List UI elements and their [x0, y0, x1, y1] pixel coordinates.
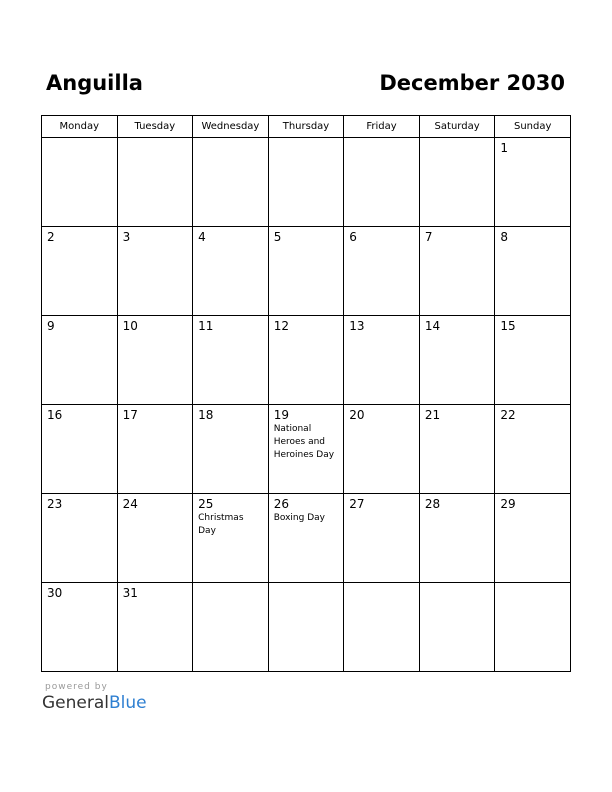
day-cell: [42, 494, 118, 583]
day-number: 22: [500, 408, 516, 422]
day-cell: [495, 138, 571, 227]
day-cell: [268, 583, 344, 672]
day-number: 20: [349, 408, 365, 422]
day-cell: [419, 227, 495, 316]
month-title: December 2030: [379, 71, 565, 95]
day-number: 13: [349, 319, 365, 333]
day-cell: [117, 138, 193, 227]
day-cell: [117, 405, 193, 494]
day-number: 10: [122, 319, 138, 333]
day-cell: [42, 405, 118, 494]
day-number: 17: [122, 408, 138, 422]
day-number: 24: [122, 497, 138, 511]
holiday-label: Christmas Day: [198, 513, 244, 536]
day-cell: [495, 316, 571, 405]
day-cell: [419, 583, 495, 672]
day-number: 31: [122, 586, 138, 600]
day-number: 28: [424, 497, 441, 511]
day-cell: [117, 227, 193, 316]
weekday-monday: Monday: [42, 116, 118, 138]
brand-blue: Blue: [109, 693, 147, 713]
day-cell: [193, 583, 269, 672]
day-cell: [495, 227, 571, 316]
day-cell: [193, 138, 269, 227]
day-number: 23: [47, 497, 63, 511]
weekday-sunday: Sunday: [495, 116, 571, 138]
day-number: [118, 138, 193, 142]
day-cell: [344, 316, 420, 405]
day-number: 6: [349, 230, 357, 244]
day-number: [344, 138, 419, 142]
day-number: 5: [273, 230, 282, 244]
day-number: 4: [198, 230, 206, 244]
day-number: 25: [198, 497, 214, 511]
day-cell: [419, 316, 495, 405]
day-number: [193, 138, 268, 142]
day-number: 16: [47, 408, 63, 422]
day-number: 27: [349, 497, 365, 511]
day-number: 7: [424, 230, 433, 244]
day-cell: [117, 316, 193, 405]
day-number: 1: [500, 141, 509, 155]
day-cell: [42, 138, 118, 227]
day-cell: [193, 494, 269, 583]
day-cell: [495, 583, 571, 672]
day-cell: [344, 583, 420, 672]
day-number: 26: [273, 497, 289, 511]
day-cell: [193, 316, 269, 405]
day-cell: [419, 138, 495, 227]
weekday-saturday: Saturday: [419, 116, 495, 138]
day-number: [495, 583, 570, 587]
day-number: 29: [500, 497, 516, 511]
day-number: [42, 138, 117, 142]
day-number: 19: [273, 408, 289, 422]
day-number: 12: [273, 319, 289, 333]
day-cell: [344, 138, 420, 227]
day-cell: [117, 494, 193, 583]
day-number: 14: [424, 319, 441, 333]
day-number: 3: [122, 230, 131, 244]
day-cell: [495, 494, 571, 583]
day-cell: [344, 405, 420, 494]
week-row: [42, 138, 571, 227]
week-row: [42, 583, 571, 672]
weekday-friday: Friday: [344, 116, 420, 138]
day-number: [420, 583, 495, 587]
day-cell: [495, 405, 571, 494]
holiday-label: National Heroes and Heroines Day: [273, 424, 335, 460]
day-cell: [419, 405, 495, 494]
day-cell: [419, 494, 495, 583]
day-cell: [193, 227, 269, 316]
week-row: [42, 405, 571, 494]
day-number: [269, 583, 344, 587]
day-number: 9: [47, 319, 55, 333]
weekday-tuesday: Tuesday: [117, 116, 193, 138]
day-cell: [344, 227, 420, 316]
weekday-wednesday: Wednesday: [193, 116, 269, 138]
day-cell: [344, 494, 420, 583]
country-title: Anguilla: [46, 71, 143, 95]
day-number: 18: [198, 408, 214, 422]
day-number: 11: [198, 319, 214, 333]
weekday-thursday: Thursday: [268, 116, 344, 138]
day-cell: [268, 138, 344, 227]
day-number: 30: [47, 586, 63, 600]
week-row: [42, 494, 571, 583]
weekday-header-row: [42, 116, 571, 138]
day-number: 15: [500, 319, 516, 333]
holiday-label: Boxing Day: [273, 513, 325, 523]
day-number: 2: [47, 230, 55, 244]
day-cell: [268, 405, 344, 494]
day-cell: [42, 583, 118, 672]
day-cell: [268, 316, 344, 405]
day-number: [420, 138, 495, 142]
generalblue-logo[interactable]: [42, 693, 147, 713]
day-number: [344, 583, 419, 587]
day-number: [193, 583, 268, 587]
powered-by-label: powered by: [45, 682, 108, 692]
day-cell: [268, 227, 344, 316]
day-number: 8: [500, 230, 509, 244]
week-row: [42, 316, 571, 405]
day-cell: [117, 583, 193, 672]
day-cell: [42, 316, 118, 405]
day-cell: [268, 494, 344, 583]
calendar-grid: [41, 115, 571, 672]
brand-general: General: [42, 693, 109, 713]
week-row: [42, 227, 571, 316]
day-number: 21: [424, 408, 441, 422]
day-number: [269, 138, 344, 142]
day-cell: [193, 405, 269, 494]
day-cell: [42, 227, 118, 316]
